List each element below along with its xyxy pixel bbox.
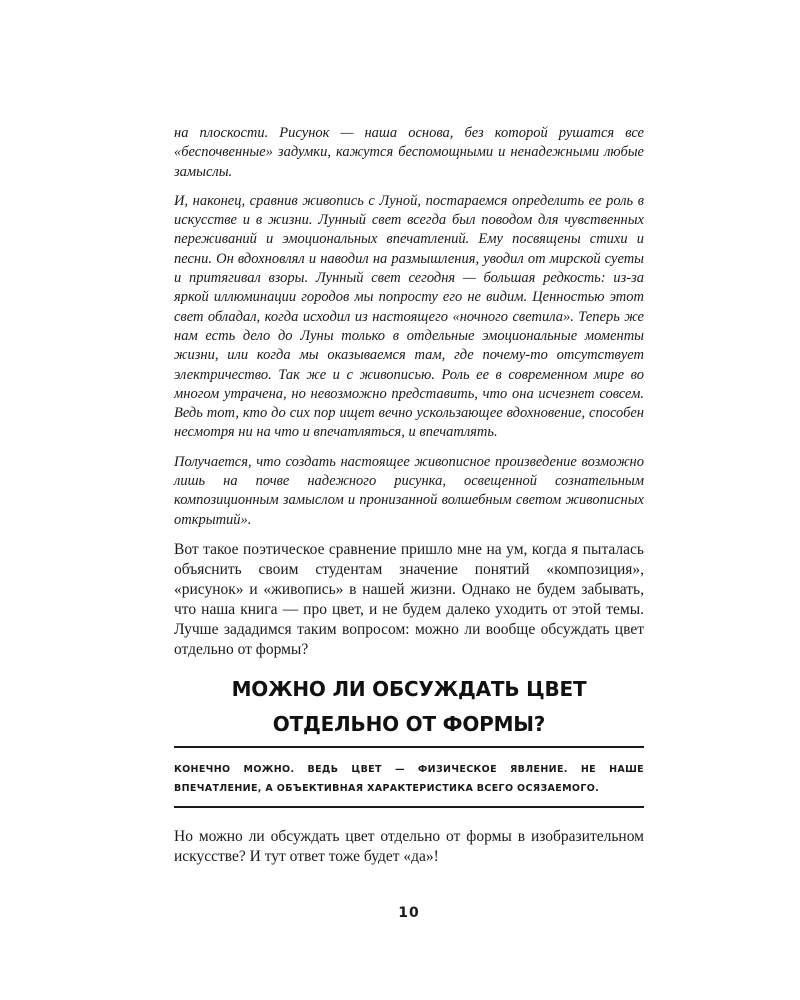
final-paragraph: Но можно ли обсуждать цвет отдельно от формы в изобразительном искусстве? И тут ответ тоже будет «да»! [174,828,644,865]
callout-text: КОНЕЧНО МОЖНО. ВЕДЬ ЦВЕТ — ФИЗИЧЕСКОЕ ЯВЛЕНИЕ. НЕ НАШЕ ВПЕЧАТЛЕНИЕ, А ОБЪЕКТИВНАЯ ХАРАКТЕРИСТИКА ВСЕГО ОСЯЗАЕМОГО. [174,764,644,794]
section-heading-line-1: МОЖНО ЛИ ОБСУЖДАТЬ ЦВЕТ [231,677,587,701]
final-paragraph-block [174,827,644,867]
section-heading [174,672,644,742]
page-number: 10 [398,905,420,921]
section-heading-line-2: ОТДЕЛЬНО ОТ ФОРМЫ? [272,712,546,736]
callout-bottom-rule [174,806,644,808]
italic-paragraph-2: И, наконец, сравнив живопись с Луной, постараемся определить ее роль в искусстве и в жизни. Лунный свет всегда был поводом для чувственных переживаний и эмоциональных впечатлений. Ему посвящены стихи и песни. Он вдохновлял и наводил на размышления, уводил от мирской суеты и притягивал взоры. Лунный свет сегодня — большая редкость: из-за яркой иллюминации городов мы попросту его не видим. Ценностью этот свет обладал, когда исходил из настоящего «ночного светила». Теперь же нам есть дело до Луны только в отдельные эмоциональные моменты жизни, или когда мы оказываемся там, где почему-то отсутствует электричество. Так же и с живописью. Роль ее в современном мире во многом утрачена, но невозможно представить, что она исчезнет совсем. Ведь тот, кто до сих пор ищет вечно ускользающее вдохновение, способен несмотря ни на что и впечатляться, и впечатлять. [174,192,644,441]
body-text-column [174,124,644,660]
regular-paragraph: Вот такое поэтическое сравнение пришло мне на ум, когда я пыталась объяснить своим студентам значение понятий «композиция», «рисунок» и «живопись» в нашей жизни. Однако не будем забывать, что наша книга — про цвет, и не будем далеко уходить от этой темы. Лучше зададимся таким вопросом: можно ли вообще обсуждать цвет отдельно от формы? [174,540,644,658]
italic-paragraph-3: Получается, что создать настоящее живописное произведение возможно лишь на почве надежного рисунка, освещенной сознательным композиционным замыслом и пронизанной волшебным светом живописных открытий». [174,453,644,528]
italic-paragraph-1: на плоскости. Рисунок — наша основа, без которой рушатся все «беспочвенные» задумки, кажутся беспомощными и ненадежными любые замыслы. [174,125,644,180]
callout-top-rule [174,746,644,748]
